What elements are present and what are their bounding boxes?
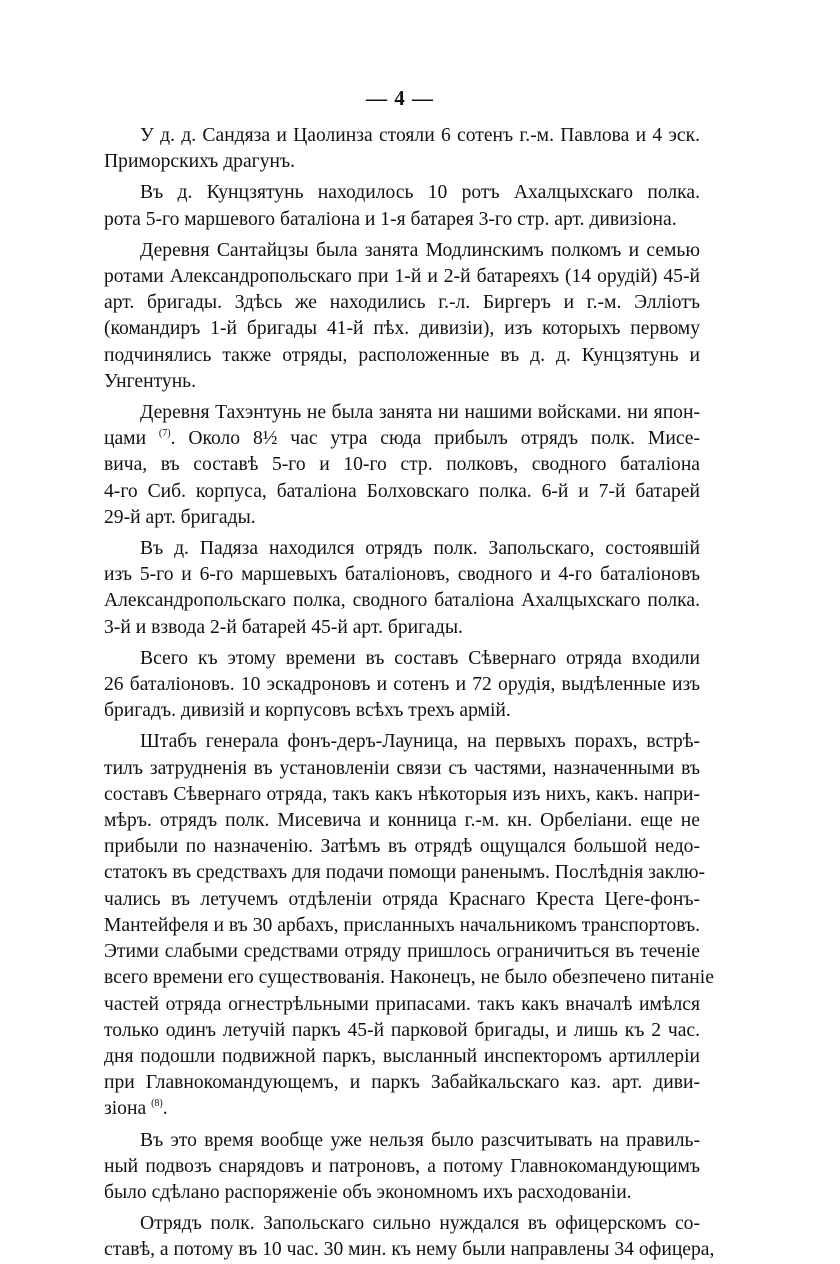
text-line: арт. бригады. Здѣсь же находились г.-л. Биргеръ и г.-м. Эллiотъ [104, 292, 700, 314]
text-line: Унгентунь. [104, 370, 197, 392]
text-line: составъ Сѣвернаго отряда, такъ какъ нѣкоторыя изъ нихъ, какъ. напри- [104, 783, 700, 805]
paragraph [104, 729, 714, 1122]
text-line: Всего къ этому времени въ составъ Сѣвернаго отряда входили [140, 647, 700, 669]
text-line: при Главнокомандующемъ, и паркъ Забайкальскаго каз. арт. диви- [104, 1072, 700, 1094]
text-line: зiона $^{(8)}$. [104, 1098, 168, 1120]
text-line: Въ д. Падяза находился отрядъ полк. Запольскаго, состоявшiй [140, 538, 700, 560]
paragraph [104, 238, 700, 395]
paragraph [104, 400, 700, 531]
text-line: ный подвозъ снарядовъ и патроновъ, а потому Главнокомандующимъ [104, 1155, 700, 1177]
text-line: чались въ летучемъ отдѣленiи отряда Краснаго Креста Цеге-фонъ- [104, 888, 700, 910]
paragraph [104, 123, 700, 175]
text-line: 4-го Сиб. корпуса, баталiона Болховскаго полка. 6-й и 7-й батарей [104, 480, 700, 502]
text-line: (командиръ 1-й бригады 41-й пѣх. дивизiи), изъ которыхъ первому [104, 318, 700, 340]
footnote-ref: (8) [151, 1098, 163, 1110]
paragraph [104, 180, 700, 232]
text-line: Штабъ генерала фонъ-деръ-Лауница, на первыхъ порахъ, встрѣ- [140, 731, 700, 753]
text-line: цами $^{(7)}$. Около 8½ час утра сюда прибылъ отрядъ полк. Мисе- [104, 428, 700, 450]
paragraph [104, 536, 700, 641]
text-line: ротами Александропольскаго при 1-й и 2-й батареяхъ (14 орудiй) 45-й [104, 266, 700, 288]
text-line: 3-й и взвода 2-й батарей 45-й арт. бригады. [104, 616, 463, 638]
text-line: Въ это время вообще уже нельзя было разсчитывать на правиль- [140, 1129, 700, 1151]
text-line: У д. д. Сандяза и Цаолинза стояли 6 сотенъ г.-м. Павлова и 4 эск. [140, 125, 700, 146]
text-line: Деревня Тахэнтунь не была занята ни нашими войсками. ни япон- [140, 402, 700, 424]
text-line: мѣръ. отрядъ полк. Мисевича и конница г.-м. кн. Орбелiани. еще не [104, 810, 700, 832]
text-line: 29-й арт. бригады. [104, 506, 256, 528]
text-line: Приморскихъ драгунъ. [104, 151, 296, 173]
text-line: тилъ затрудненiя въ установленiи связи съ частями, назначенными въ [104, 757, 700, 779]
text-line: только одинъ летучiй паркъ 45-й парковой бригады, и лишь къ 2 час. [104, 1019, 700, 1041]
text-line: Деревня Сантайцзы была занята Модлинскимъ полкомъ и семью [140, 239, 700, 261]
text-line: Въ д. Кунцзятунь находилось 10 ротъ Ахалцыхскаго полка. [140, 182, 700, 204]
text-line: вича, въ составѣ 5-го и 10-го стр. полковъ, сводного баталiона [104, 454, 700, 476]
text-line: подчинялись также отряды, расположенные въ д. д. Кунцзятунь и [104, 344, 700, 366]
text-line: статокъ въ средствахъ для подачи помощи раненымъ. Послѣднiя заклю- [104, 862, 706, 884]
text-line: частей отряда огнестрѣльными припасами. такъ какъ вначалѣ имѣлся [104, 993, 700, 1015]
text-line: бригадъ. дивизiй и корпусовъ всѣхъ трехъ армiй. [104, 700, 511, 722]
text-line: Отрядъ полк. Запольскаго сильно нуждался въ офицерскомъ со- [140, 1213, 700, 1235]
paragraph [104, 646, 700, 725]
text-line: дня подошли подвижной паркъ, высланный инспекторомъ артиллерiи [104, 1045, 700, 1067]
paragraph [104, 1128, 700, 1207]
footnote-ref: (7) [158, 428, 171, 440]
text-line: Александропольскаго полка, сводного баталiона Ахалцыхскаго полка. [104, 590, 700, 612]
text-line: рота 5-го маршевого баталiона и 1-я батарея 3-го стр. арт. дивизiона. [104, 208, 677, 230]
text-line: 26 баталiоновъ. 10 эскадроновъ и сотенъ и 72 орудiя, выдѣленные изъ [104, 674, 700, 696]
text-line: изъ 5-го и 6-го маршевыхъ баталiоновъ, сводного и 4-го баталiоновъ [104, 564, 700, 586]
text-line: ставѣ, а потому въ 10 час. 30 мин. къ нему были направлены 34 офицера, [104, 1239, 715, 1261]
text-line: прибыли по назначенiю. Затѣмъ въ отрядѣ ощущался большой недо- [104, 836, 700, 858]
text-line: было сдѣлано распоряженiе объ экономномъ ихъ расходованiи. [104, 1181, 632, 1203]
paragraph [104, 1211, 715, 1263]
page-number: — 4 — [366, 86, 434, 110]
text-line: всего времени его существованiя. Наконецъ, не было обезпечено питанiе [104, 967, 714, 989]
body-text [104, 123, 715, 1264]
text-line: Мантейфеля и въ 30 арбахъ, присланныхъ начальникомъ транспортовъ. [104, 914, 700, 936]
text-line: Этими слабыми средствами отряду пришлось ограничиться въ теченiе [104, 941, 700, 963]
